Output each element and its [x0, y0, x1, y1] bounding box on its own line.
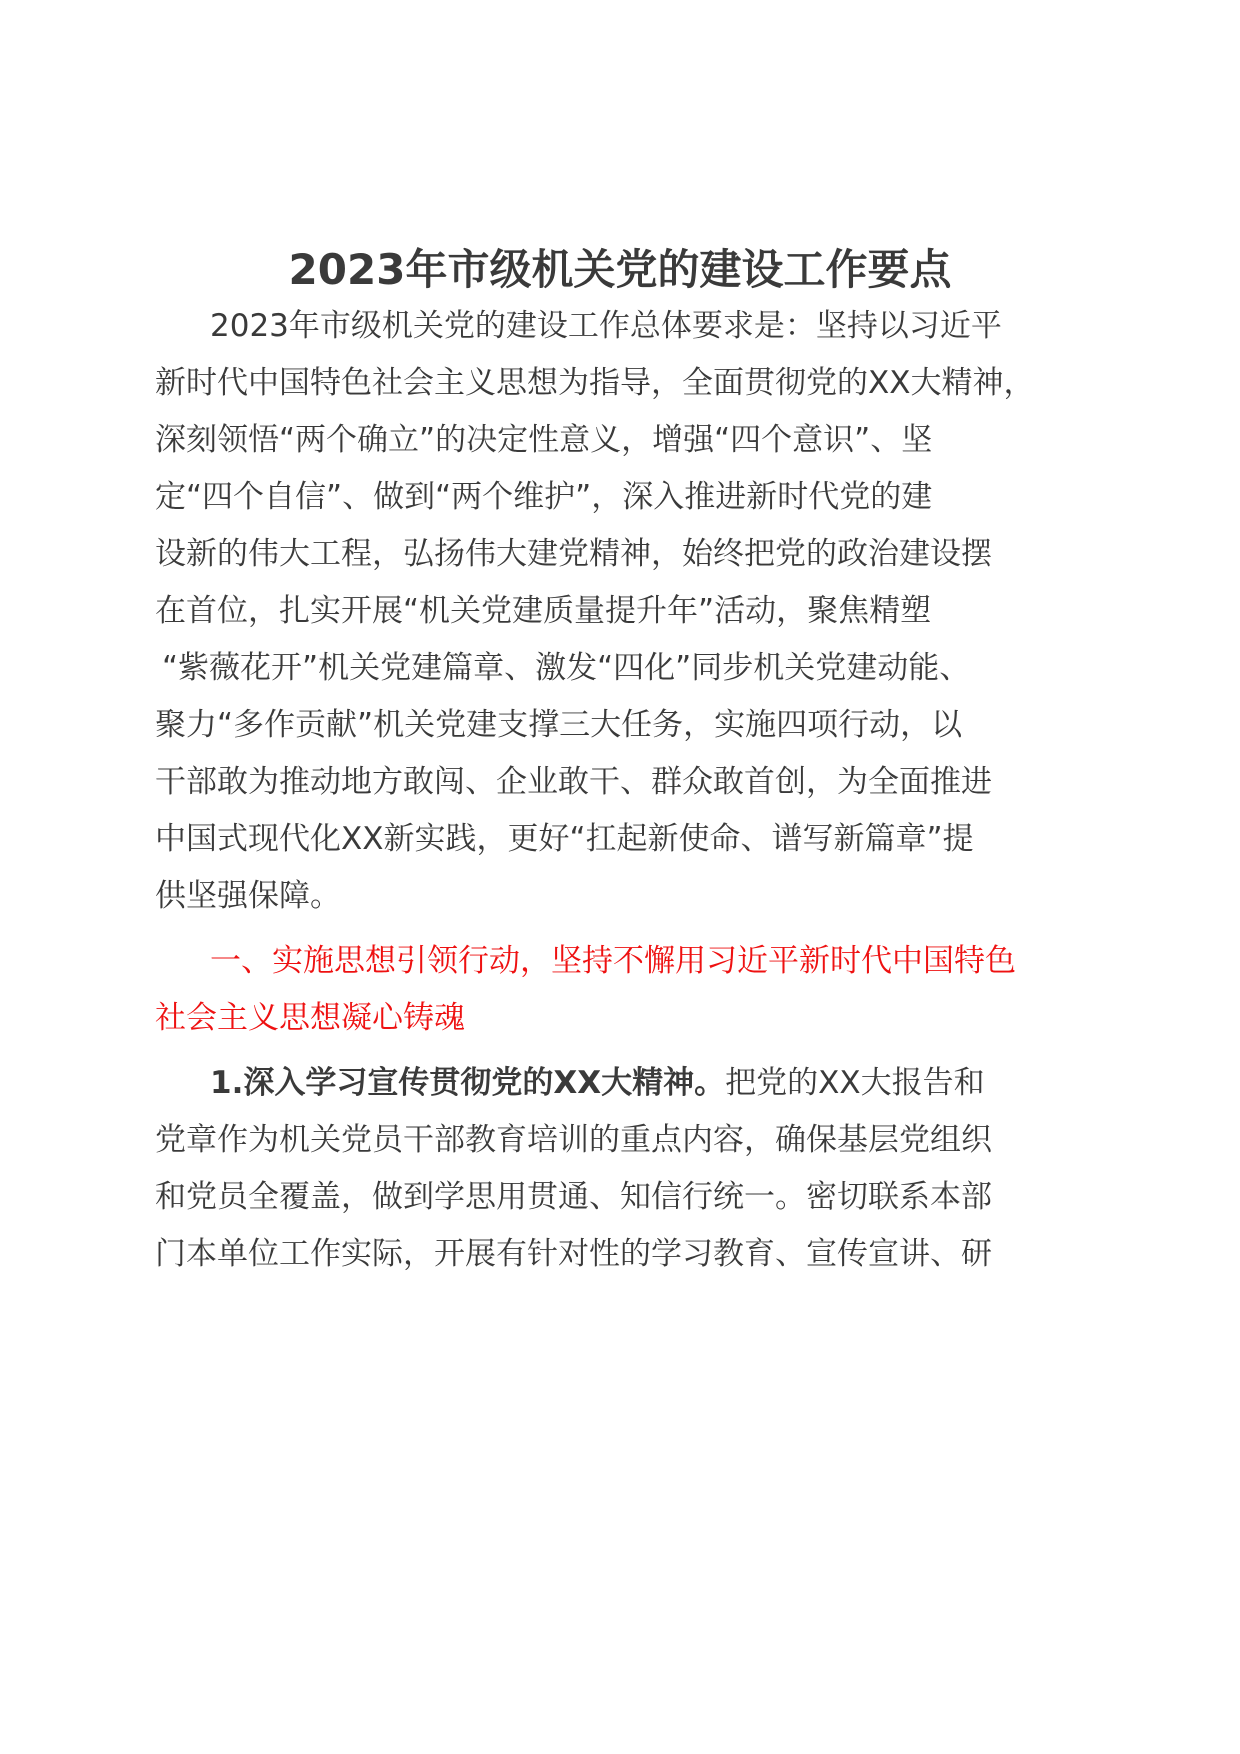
intro-line-5: 设新的伟大工程，弘扬伟大建党精神，始终把党的政治建设摆	[155, 536, 992, 572]
section-heading-line-1: 一、实施思想引领行动，坚持不懈用习近平新时代中国特色	[210, 943, 1016, 979]
item-one-line-4: 门本单位工作实际，开展有针对性的学习教育、宣传宣讲、研	[155, 1236, 992, 1272]
item-one-bold-lead: 1.深入学习宣传贯彻党的XX大精神。	[210, 1065, 726, 1101]
intro-line-11: 供坚强保障。	[155, 878, 341, 914]
intro-line-2: 新时代中国特色社会主义思想为指导，全面贯彻党的XX大精神，	[155, 365, 1035, 401]
item-one-line-3: 和党员全覆盖，做到学思用贯通、知信行统一。密切联系本部	[155, 1179, 992, 1215]
item-one-first-line-rest: 把党的XX大报告和	[725, 1065, 985, 1101]
intro-line-10: 中国式现代化XX新实践，更好“扛起新使命、谱写新篇章”提	[155, 821, 974, 857]
intro-line-9: 干部敢为推动地方敢闯、企业敢干、群众敢首创，为全面推进	[155, 764, 992, 800]
item-one-line-2: 党章作为机关党员干部教育培训的重点内容，确保基层党组织	[155, 1122, 992, 1158]
intro-line-4: 定“四个自信”、做到“两个维护”，深入推进新时代党的建	[155, 479, 933, 515]
intro-line-3: 深刻领悟“两个确立”的决定性意义，增强“四个意识”、坚	[155, 422, 933, 458]
intro-line-7: “紫薇花开”机关党建篇章、激发“四化”同步机关党建动能、	[162, 650, 971, 686]
intro-line-6: 在首位，扎实开展“机关党建质量提升年”活动，聚焦精塑	[155, 593, 932, 629]
item-one-first-line	[210, 1063, 985, 1103]
intro-line-8: 聚力“多作贡献”机关党建支撑三大任务，实施四项行动，以	[155, 707, 963, 743]
document-title: 2023年市级机关党的建设工作要点	[288, 245, 952, 294]
section-heading-line-2: 社会主义思想凝心铸魂	[155, 1000, 465, 1036]
intro-line-1: 2023年市级机关党的建设工作总体要求是：坚持以习近平	[210, 308, 1002, 344]
